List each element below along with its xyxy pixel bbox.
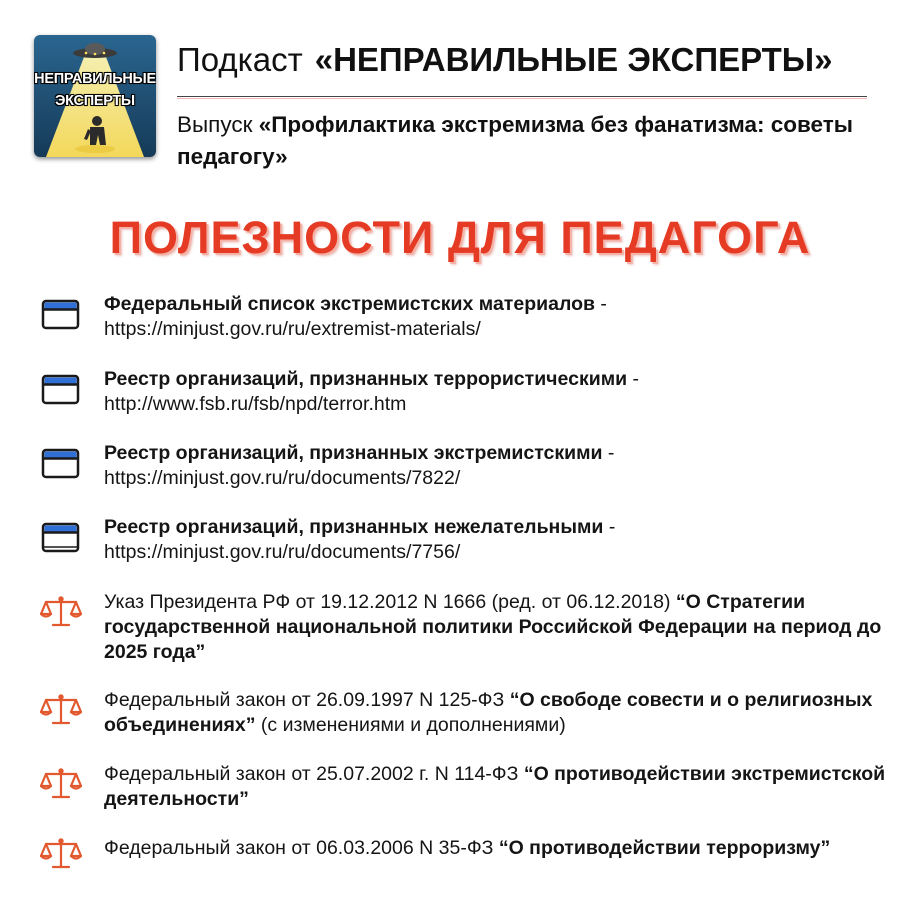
browser-window-icon	[40, 296, 82, 332]
browser-window-icon	[40, 445, 82, 481]
resource-text	[104, 836, 904, 861]
logo-text-line1: НЕПРАВИЛЬНЫЕ	[34, 71, 156, 87]
resource-prefix: Указ Президента РФ от 19.12.2012 N 1666 (ред. от 06.12.2018)	[104, 591, 676, 613]
scales-icon	[40, 594, 82, 630]
header-divider	[177, 96, 867, 97]
resource-title: Реестр организаций, признанных нежелательными	[104, 516, 604, 538]
resource-text	[104, 762, 904, 812]
podcast-prefix: Подкаст	[177, 41, 303, 78]
scales-icon	[40, 836, 82, 872]
resource-link[interactable]: - https://minjust.gov.ru/ru/documents/7756/	[104, 516, 616, 563]
podcast-logo	[34, 35, 156, 157]
scales-icon	[40, 766, 82, 802]
resource-prefix: Федеральный закон от 06.03.2006 N 35-ФЗ	[104, 837, 499, 859]
logo-text-line2: ЭКСПЕРТЫ	[55, 93, 135, 109]
resource-title: “О противодействии терроризму”	[498, 837, 831, 859]
episode-prefix: Выпуск	[177, 112, 253, 137]
resource-prefix: Федеральный закон от 26.09.1997 N 125-ФЗ	[104, 689, 510, 711]
scales-icon	[40, 692, 82, 728]
resource-title: “О свободе совести и о религиозных объединениях”	[104, 689, 873, 736]
episode-title	[177, 109, 877, 173]
browser-window-icon	[40, 519, 82, 555]
episode-name: «Профилактика экстремизма без фанатизма: советы педагогу»	[177, 112, 853, 169]
resource-text	[104, 367, 904, 417]
resource-title: Федеральный список экстремистских материалов	[104, 293, 595, 315]
resource-text	[104, 590, 904, 665]
resource-suffix: (с изменениями и дополнениями)	[255, 714, 566, 736]
podcast-name: «НЕПРАВИЛЬНЫЕ ЭКСПЕРТЫ»	[314, 41, 833, 78]
browser-window-icon	[40, 371, 82, 407]
page-headline: ПОЛЕЗНОСТИ ДЛЯ ПЕДАГОГА	[109, 212, 811, 263]
resource-link[interactable]: - https://minjust.gov.ru/ru/extremist-materials/	[104, 293, 607, 340]
resource-prefix: Федеральный закон от 25.07.2002 г. N 114-ФЗ	[104, 763, 524, 785]
resource-title: Реестр организаций, признанных террористическими	[104, 368, 628, 390]
resource-title: “О Стратегии государственной национальной политики Российской Федерации на период до 2025 года”	[104, 591, 882, 663]
resource-title: “О противодействии экстремистской деятельности”	[104, 763, 886, 810]
resource-text	[104, 688, 904, 738]
resource-link[interactable]: - http://www.fsb.ru/fsb/npd/terror.htm	[104, 368, 640, 415]
resource-text	[104, 515, 904, 565]
resource-text	[104, 441, 904, 491]
podcast-title	[177, 38, 897, 82]
resource-title: Реестр организаций, признанных экстремистскими	[104, 442, 603, 464]
resource-link[interactable]: - https://minjust.gov.ru/ru/documents/7822/	[104, 442, 615, 489]
resource-text	[104, 292, 904, 342]
